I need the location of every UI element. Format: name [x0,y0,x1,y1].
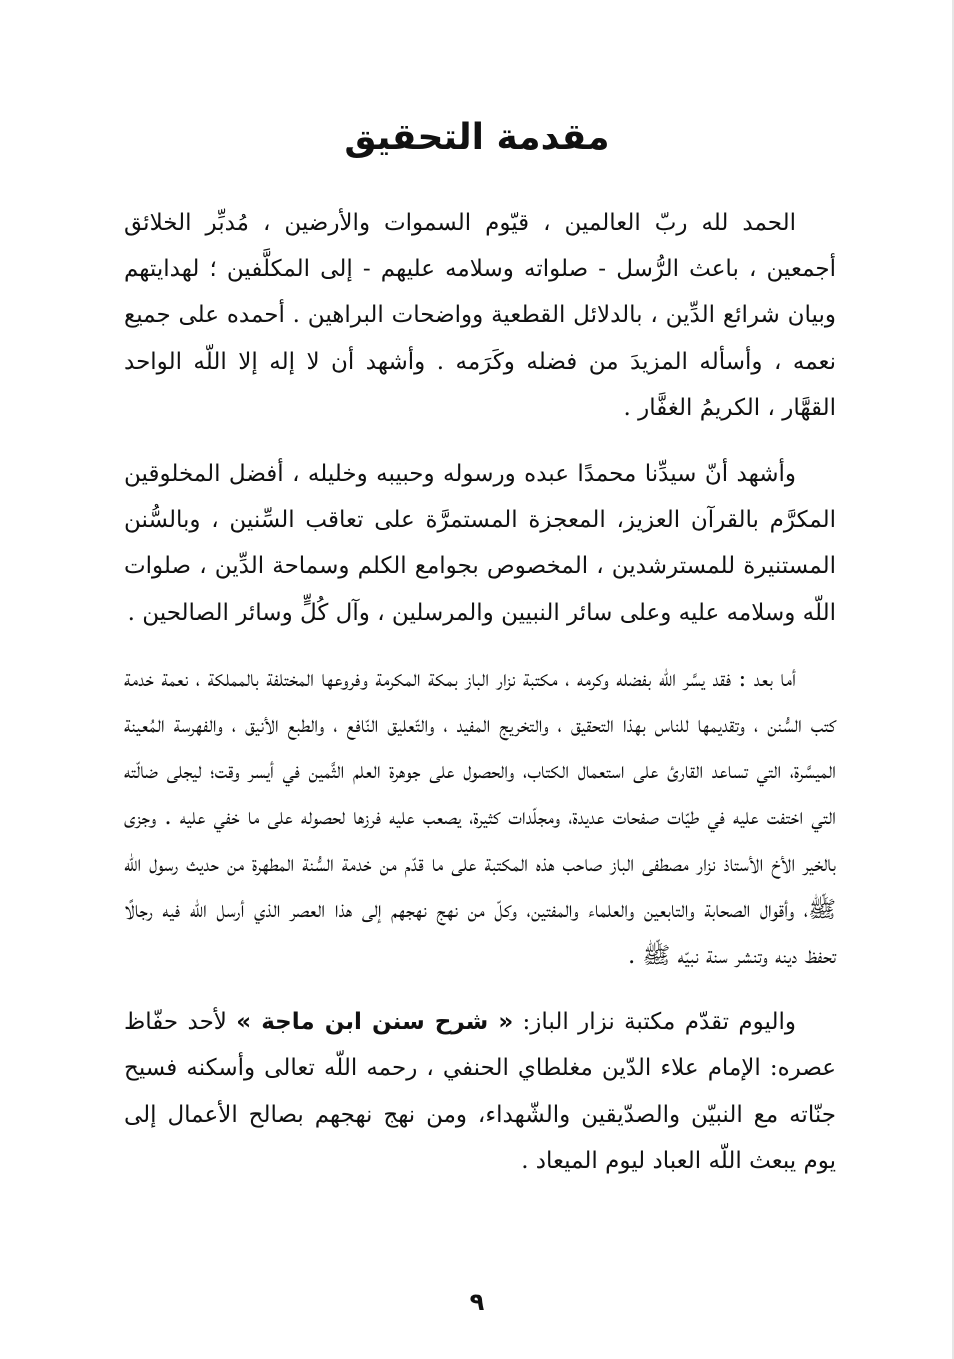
page-title: مقدمة التحقيق [344,117,610,158]
book-title: « شرح سنن ابن ماجة » [236,1009,514,1036]
paragraph-book-introduction [124,999,836,1184]
paragraph-opening-praise: الحمد لله ربّ العالمين ، قيّوم السموات والأرضين ، مُدبِّر الخلائق أجمعين ، باعث الرُّسل - صلواته وسلامه عليهم - إلى المكلَّفين ؛ لهدايتهم وبيان شرائع الدِّين ، بالدلائل القطعية وواضحات البراهين . أحمده على جميع نعمه ، وأسأله المزيدَ من فضله وكَرَمه . وأشهد أن لا إله إلا اللّه الواحد القهَّار ، الكريمُ الغفَّار . [124,210,836,421]
page-number: ٩ [469,1288,485,1316]
paragraph-lead-text: واليوم تقدّم مكتبة نزار الباز: [513,1009,796,1036]
body-text [124,200,836,1184]
paragraph-testimony: وأشهد أنّ سيدِّنا محمدًا عبده ورسوله وحبيبه وخليله ، أفضل المخلوقين المكرَّم بالقرآن العزيز، المعجزة المستمرَّة على تعاقب السِّنين ، وبالسُّنن المستنيرة للمسترشدين ، المخصوص بجوامع الكلم وسماحة الدِّين ، صلوات اللّه وسلامه عليه وعلى سائر النبيين والمرسلين ، وآل كُلٍّ وسائر الصالحين . [124,461,836,626]
paragraph-trailing-text: لأحد حفّاظ عصره: الإمام علاء الدّين مغلطاي الحنفي ، رحمه اللّه تعالى وأسكنه فسيح جنّاته مع النبيّن والصدّيقين والشّهداء، ومن نهج نهجهم بصالح الأعمال إلى يوم يبعث اللّه العباد ليوم الميعاد . [124,1009,836,1174]
paragraph-publisher-acknowledgement: أما بعد : فقد يسَّر اللّه بفضله وكرمه ، مكتبة نزار الباز بمكة المكرمة وفروعها المختلفة بالمملكة ، نعمة خدمة كتب السُّنن ، وتقديمها للناس بهذا التحقيق ، والتخريج المفيد ، والتّعليق النّافع ، والطبع الأنيق ، والفهرسة المُعينة الميسَّرة، التي تساعد القارئ على استعمال الكتاب، والحصول على جوهرة العلم الثَّمين في أيسر وقت؛ ليجلى ضالّته التي اختفت عليه في طيّات صفحات عديدة، ومجلّدات كثيرة، يصعب عليه فرزها لحصوله على ما خفي عليه . وجزى بالخير الأخ الأستاذ نزار مصطفى الباز صاحب هذه المكتبة على ما قدّم من خدمة السُّنة المطهرة من حديث رسول اللّه ﷺ، وأقوال الصحابة والتابعين والعلماء والمفتين، وكلّ من نهج نهجهم إلى هذا العصر الذي أرسل اللّه فيه رجالًا تحفظ دينه وتنشر سنة نبيّه ﷺ . [124,665,836,970]
